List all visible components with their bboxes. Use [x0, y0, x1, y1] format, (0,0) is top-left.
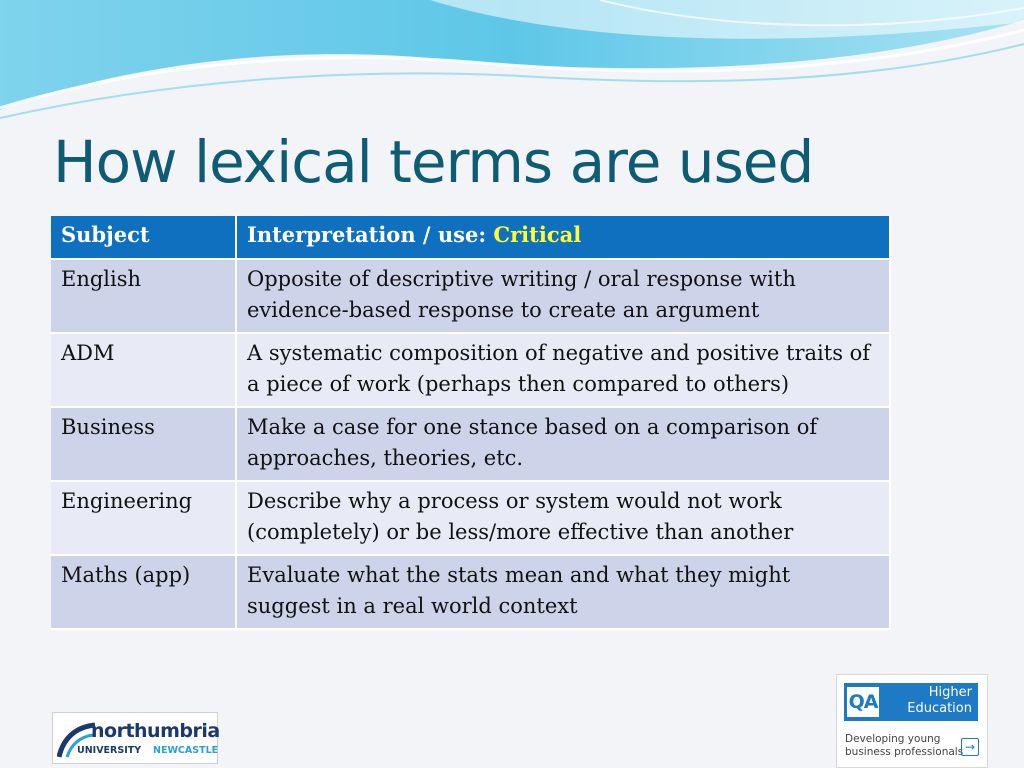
header-wave-decoration — [0, 0, 1024, 120]
column-header-interpretation — [237, 216, 891, 260]
northumbria-sub-newcastle: NEWCASTLE — [153, 745, 219, 756]
qa-tagline — [845, 733, 963, 759]
slide-title: How lexical terms are used — [53, 128, 814, 196]
qa-line-higher: Higher — [928, 685, 972, 700]
northumbria-sub-university: UNIVERSITY — [77, 745, 142, 756]
interpretation-cell: Evaluate what the stats mean and what they might suggest in a real world context — [237, 556, 891, 630]
arrow-right-icon: → — [961, 738, 979, 756]
qa-tagline-line2: business professionals — [845, 746, 964, 758]
qa-higher-education-logo — [836, 674, 988, 768]
table-row — [51, 556, 891, 630]
subject-cell: Engineering — [51, 482, 237, 556]
column-header-subject: Subject — [51, 216, 237, 260]
table-row — [51, 260, 891, 334]
subject-cell: Maths (app) — [51, 556, 237, 630]
table-row — [51, 482, 891, 556]
column-header-critical-highlight: Critical — [493, 222, 582, 247]
subject-cell: ADM — [51, 334, 237, 408]
interpretation-cell: Opposite of descriptive writing / oral response with evidence-based response to create an argument — [237, 260, 891, 334]
subject-cell: English — [51, 260, 237, 334]
northumbria-logo — [52, 712, 218, 764]
qa-line-education: Education — [907, 701, 972, 716]
interpretation-cell: A systematic composition of negative and positive traits of a piece of work (perhaps then compared to others) — [237, 334, 891, 408]
column-header-interpretation-prefix: Interpretation / use: — [247, 222, 494, 247]
qa-tagline-line1: Developing young — [845, 733, 941, 745]
table-row — [51, 334, 891, 408]
interpretation-cell: Make a case for one stance based on a comparison of approaches, theories, etc. — [237, 408, 891, 482]
subject-cell: Business — [51, 408, 237, 482]
qa-mark: QA — [847, 687, 879, 717]
lexical-terms-table — [51, 216, 891, 630]
interpretation-cell: Describe why a process or system would not work (completely) or be less/more effective than another — [237, 482, 891, 556]
qa-higher-education-text — [907, 685, 972, 717]
table-row — [51, 408, 891, 482]
table-header-row — [51, 216, 891, 260]
northumbria-name: northumbria — [91, 720, 220, 742]
qa-band — [844, 683, 978, 721]
